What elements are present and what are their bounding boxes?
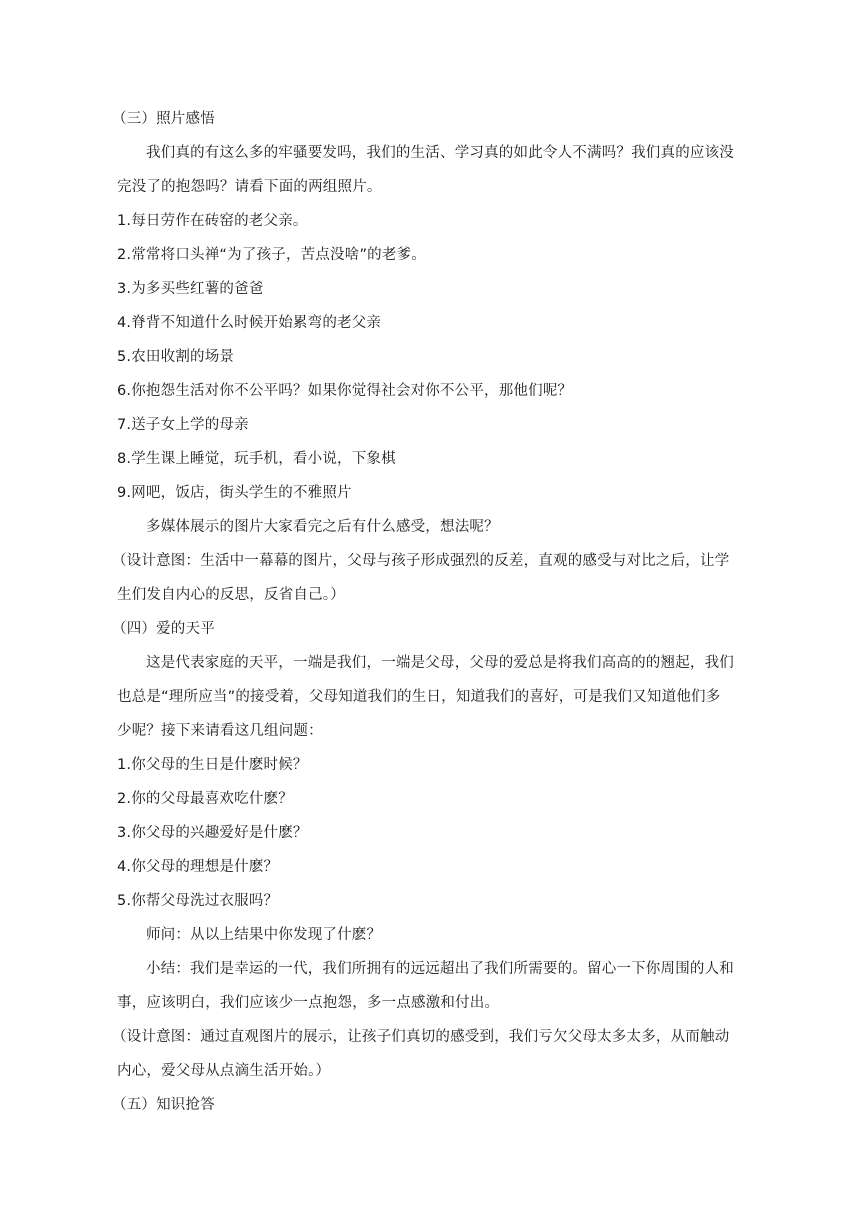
list-item: 1.你父母的生日是什麽时候？ bbox=[117, 757, 308, 773]
design-note-line: 生们发自内心的反思，反省自己。） bbox=[117, 587, 345, 603]
section-heading-5: （五）知识抢答 bbox=[112, 1097, 215, 1113]
list-item: 2.常常将口头禅“为了孩子，苦点没啥”的老爹。 bbox=[117, 247, 426, 263]
list-item: 3.为多买些红薯的爸爸 bbox=[117, 281, 264, 297]
list-item: 7.送子女上学的母亲 bbox=[117, 417, 249, 433]
list-item: 5.农田收割的场景 bbox=[117, 349, 235, 365]
paragraph-line: 小结：我们是幸运的一代，我们所拥有的远远超出了我们所需要的。留心一下你周围的人和 bbox=[146, 961, 734, 977]
list-item: 5.你帮父母洗过衣服吗？ bbox=[117, 893, 279, 909]
section-heading-3: （三）照片感悟 bbox=[112, 111, 215, 127]
paragraph-line: 也总是“理所应当”的接受着，父母知道我们的生日，知道我们的喜好，可是我们又知道他们多 bbox=[117, 689, 721, 705]
list-item: 4.你父母的理想是什麽？ bbox=[117, 859, 279, 875]
paragraph-line: 我们真的有这么多的牢骚要发吗，我们的生活、学习真的如此令人不满吗？我们真的应该没 bbox=[146, 145, 734, 161]
section-heading-4: （四）爱的天平 bbox=[112, 621, 215, 637]
list-item: 4.脊背不知道什么时候开始累弯的老父亲 bbox=[117, 315, 382, 331]
list-item: 2.你的父母最喜欢吃什麽？ bbox=[117, 791, 293, 807]
design-note-line: （设计意图：生活中一幕幕的图片，父母与孩子形成强烈的反差，直观的感受与对比之后，让学 bbox=[112, 553, 730, 569]
list-item: 8.学生课上睡觉，玩手机，看小说，下象棋 bbox=[117, 451, 396, 467]
paragraph-line: 完没了的抱怨吗？请看下面的两组照片。 bbox=[117, 179, 382, 195]
paragraph-line: 师问：从以上结果中你发现了什麽？ bbox=[146, 927, 382, 943]
list-item: 6.你抱怨生活对你不公平吗？如果你觉得社会对你不公平，那他们呢？ bbox=[117, 383, 573, 399]
design-note-line: （设计意图：通过直观图片的展示，让孩子们真切的感受到，我们亏欠父母太多太多，从而触动 bbox=[112, 1029, 730, 1045]
paragraph-line: 事，应该明白，我们应该少一点抱怨，多一点感激和付出。 bbox=[117, 995, 500, 1011]
list-item: 3.你父母的兴趣爱好是什麽？ bbox=[117, 825, 308, 841]
list-item: 1.每日劳作在砖窑的老父亲。 bbox=[117, 213, 308, 229]
paragraph-line: 这是代表家庭的天平，一端是我们，一端是父母，父母的爱总是将我们高高的的翘起，我们 bbox=[146, 655, 734, 671]
list-item: 9.网吧，饭店，街头学生的不雅照片 bbox=[117, 485, 352, 501]
paragraph-line: 少呢？接下来请看这几组问题： bbox=[117, 723, 323, 739]
paragraph-line: 多媒体展示的图片大家看完之后有什么感受，想法呢？ bbox=[146, 519, 499, 535]
design-note-line: 内心，爱父母从点滴生活开始。） bbox=[117, 1063, 331, 1079]
